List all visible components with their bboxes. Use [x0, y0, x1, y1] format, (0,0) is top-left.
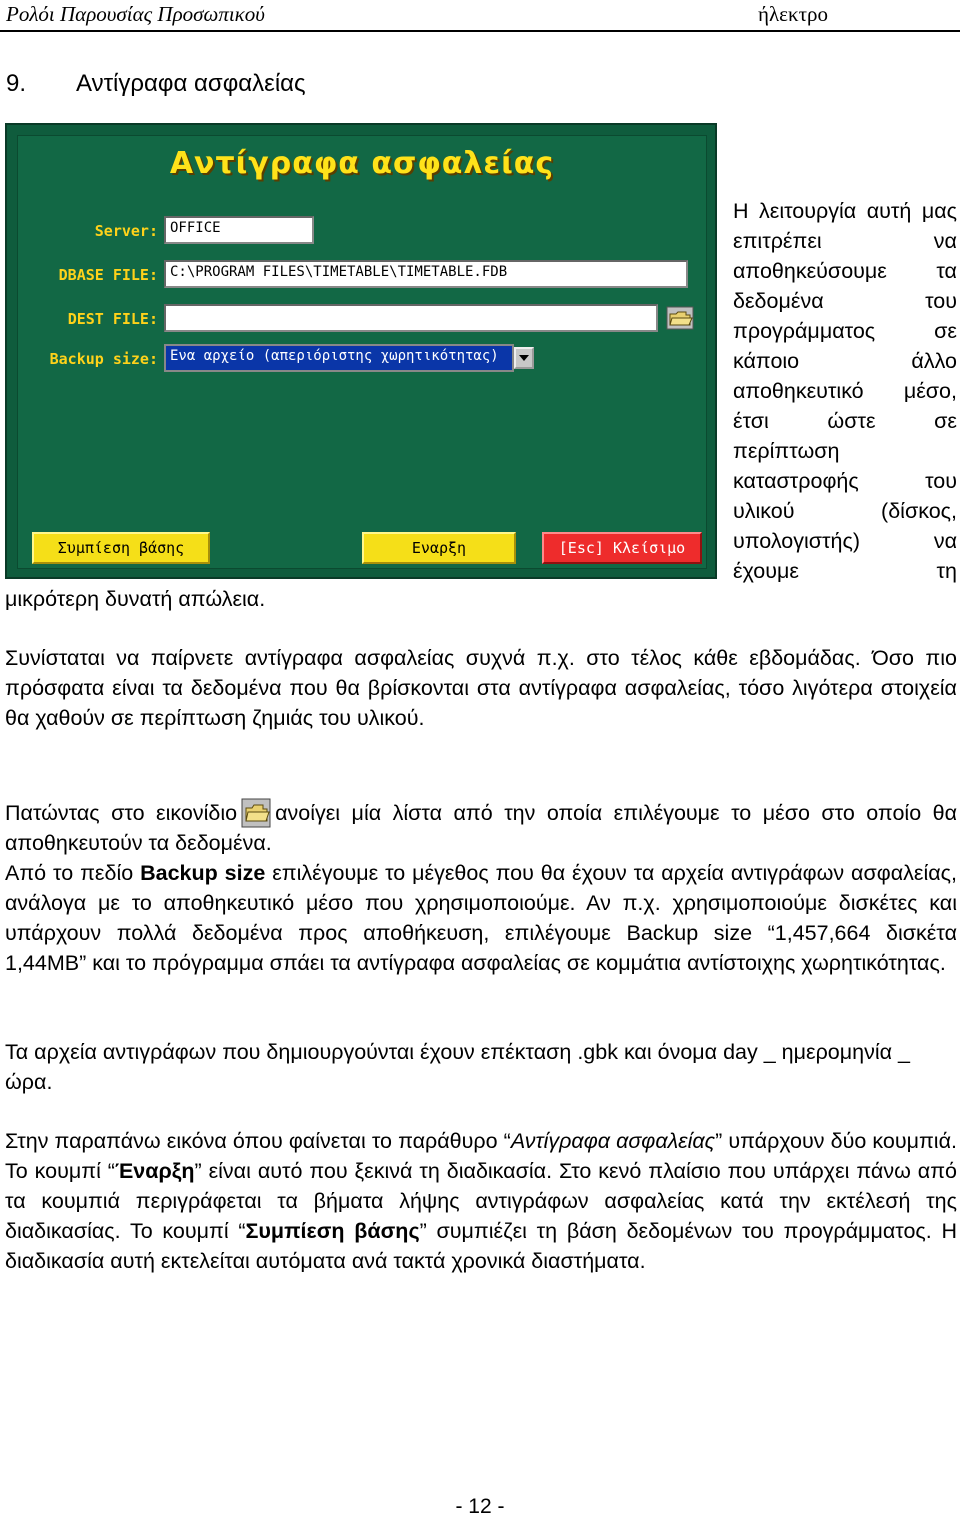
p5-bold-compress: Συμπίεση βάσης — [245, 1219, 420, 1243]
paragraph-file-extension: Τα αρχεία αντιγράφων που δημιουργούνται έχουν επέκταση .gbk και όνομα day _ ημερομηνία _ ώρα. — [5, 1040, 910, 1094]
dialog-panel — [17, 135, 707, 569]
dbase-file-label: DBASE FILE: — [58, 266, 158, 284]
document-header-brand: ήλεκτρο — [758, 2, 828, 26]
p5-text-a: Στην παραπάνω εικόνα όπου φαίνεται το παράθυρο “ — [5, 1129, 511, 1153]
folder-icon — [241, 798, 271, 828]
p5-bold-start: Έναρξη — [114, 1159, 195, 1183]
p5-text-c: ” είναι αυτό που ξεκινά τη διαδικασία. Στο κενό πλαίσιο που υπάρχει πάνω από τα κουμπιά περιγράφεται τα βήματα λήψης αντιγράφων ασφαλείας κατά την εκτέλεσή της διαδικασίας. Το κουμπί “ — [5, 1159, 957, 1243]
backup-size-select[interactable]: Ενα αρχείο (απεριόριστης χωρητικότητας) — [164, 344, 514, 372]
page-number: - 12 - — [455, 1495, 505, 1518]
dest-file-field[interactable] — [164, 304, 658, 332]
p5-text-b: ” υπάρχουν δύο κουμπιά. Το κουμπί “ — [5, 1129, 957, 1183]
paragraph-icon-usage — [5, 798, 957, 858]
p3-bold-term: Backup size — [140, 861, 266, 885]
close-button[interactable]: [Esc] Κλείσιμο — [542, 532, 702, 564]
p2-text-before: Πατώντας στο εικονίδιο — [5, 801, 238, 825]
p3-text-before: Από το πεδίο — [5, 861, 134, 885]
backup-dialog-screenshot — [5, 123, 717, 579]
compress-database-button[interactable]: Συμπίεση βάσης — [32, 532, 210, 564]
document-header-title: Ρολόι Παρουσίας Προσωπικού — [6, 2, 265, 26]
dialog-title: Αντίγραφα ασφαλείας — [169, 146, 555, 181]
server-label: Server: — [94, 222, 158, 240]
server-field[interactable]: OFFICE — [164, 216, 314, 244]
header-rule — [0, 30, 960, 32]
chevron-down-icon[interactable] — [514, 347, 534, 369]
start-button[interactable]: Εναρξη — [362, 532, 516, 564]
p3-text-after: επιλέγουμε το μέγεθος που θα έχουν τα αρχεία αντιγράφων ασφαλείας, ανάλογα με το αποθηκευτικό μέσο που χρησιμοποιούμε. Αν π.χ. χρησιμοποιούμε δισκέτες και υπάρχουν πολλά δεδομένα προς αποθήκευση, επιλέγουμε Backup size “1,457,664 δισκέτα 1,44MB” και το πρόγραμμα σπάει τα αντίγραφα ασφαλείας σε κομμάτια αντίστοιχης χωρητικότητας. — [5, 861, 957, 975]
backup-size-label: Backup size: — [49, 350, 158, 368]
section-number: 9. — [6, 70, 27, 97]
dest-file-label: DEST FILE: — [67, 310, 158, 328]
p5-italic-window: Αντίγραφα ασφαλείας — [510, 1129, 716, 1153]
section-heading — [6, 70, 306, 98]
p5-text-d: ” συμπιέζει τη βάση δεδομένων του προγράμματος. Η διαδικασία αυτή εκτελείται αυτόματα ανά τακτά χρονικά διαστήματα. — [5, 1219, 957, 1273]
dbase-file-field[interactable]: C:\PROGRAM FILES\TIMETABLE\TIMETABLE.FDB — [164, 260, 688, 288]
section-title: Αντίγραφα ασφαλείας — [76, 70, 306, 97]
folder-browse-icon[interactable] — [666, 306, 694, 330]
intro-side-text: Η λειτουργία αυτή μας επιτρέπει να αποθηκεύσουμε τα δεδομένα του προγράμματος σε κάποιο άλλο αποθηκευτικό μέσο, έτσι ώστε σε περίπτωση καταστροφής του υλικού (δίσκος, υπολογιστής) να έχουμε τη — [733, 199, 957, 583]
intro-continuation: μικρότερη δυνατή απώλεια. — [5, 587, 266, 611]
p2-text-after: ανοίγει μία λίστα από την οποία επιλέγουμε το μέσο στο οποίο θα αποθηκευτούν τα δεδομένα. — [5, 801, 958, 855]
paragraph-recommendation: Συνίσταται να παίρνετε αντίγραφα ασφαλείας συχνά π.χ. στο τέλος κάθε εβδομάδας. Όσο πιο πρόσφατα είναι τα δεδομένα που θα βρίσκονται στα αντίγραφα ασφαλείας, τόσο λιγότερα στοιχεία θα χαθούν σε περίπτωση ζημιάς του υλικού. — [5, 646, 957, 730]
paragraph-backup-size — [5, 858, 957, 978]
paragraph-buttons-description — [5, 1126, 957, 1276]
